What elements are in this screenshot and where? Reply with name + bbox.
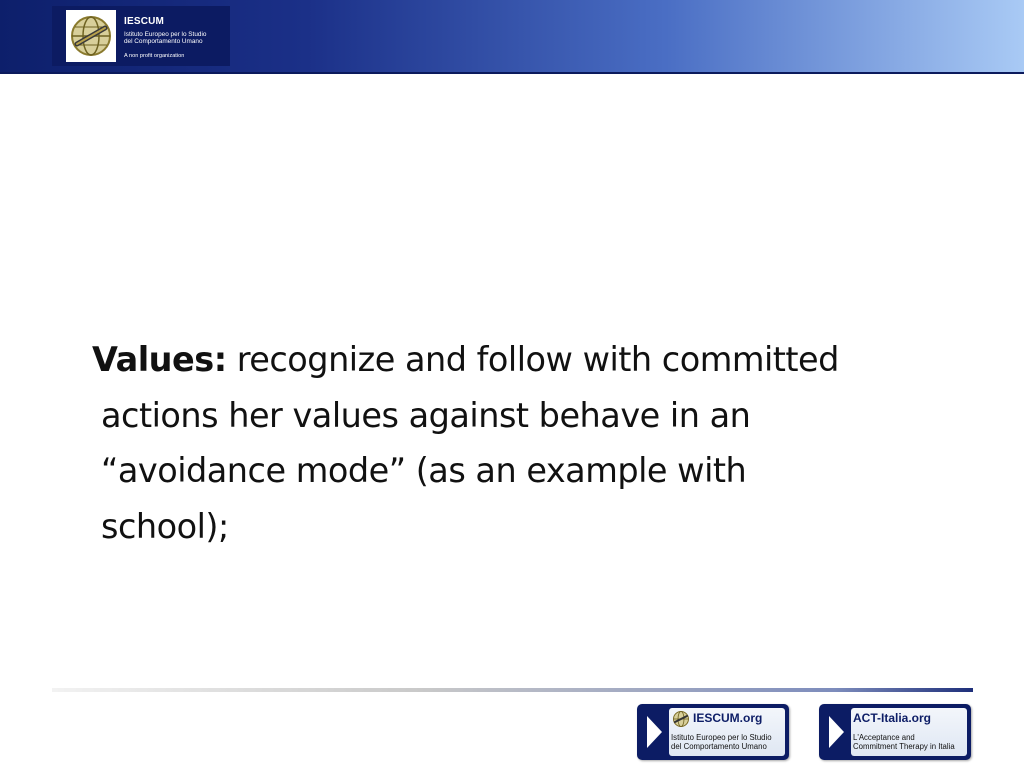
logo-title: IESCUM	[124, 16, 165, 27]
logo-emblem	[66, 10, 116, 62]
logo-subtitle	[124, 31, 228, 46]
text-line: “avoidance mode” (as an example with	[101, 451, 747, 490]
play-arrow-icon	[829, 716, 844, 748]
badge-description	[853, 733, 967, 751]
text-line: actions her values against behave in an	[101, 395, 751, 435]
values-keyword: Values:	[92, 340, 227, 379]
iescum-org-link[interactable]	[637, 704, 789, 760]
badge-description-line: L'Acceptance and	[853, 733, 915, 742]
badge-panel	[851, 708, 967, 756]
badge-title: ACT-Italia.org	[853, 711, 932, 725]
iescum-logo	[52, 6, 230, 66]
text-segment: recognize and follow with committed	[226, 340, 839, 379]
badge-description-line: Commitment Therapy in Italia	[853, 742, 955, 751]
play-arrow-icon	[647, 716, 662, 748]
badge-panel	[669, 708, 785, 756]
footer-divider	[52, 688, 973, 692]
act-italia-org-link[interactable]	[819, 704, 971, 760]
badge-description-line: del Comportamento Umano	[671, 742, 767, 751]
globe-icon	[69, 14, 113, 58]
badge-description	[671, 733, 785, 751]
header-banner	[0, 0, 1024, 74]
text-line: school);	[101, 506, 229, 546]
slide-body-text	[92, 332, 952, 554]
text-line	[92, 332, 952, 388]
badge-title: IESCUM.org	[693, 711, 763, 725]
logo-tagline: A non profit organization	[124, 53, 185, 59]
globe-icon	[672, 710, 690, 728]
logo-subtitle-line: Istituto Europeo per lo Studio	[124, 31, 207, 38]
badge-description-line: Istituto Europeo per lo Studio	[671, 733, 772, 742]
logo-subtitle-line: del Comportamento Umano	[124, 38, 203, 46]
